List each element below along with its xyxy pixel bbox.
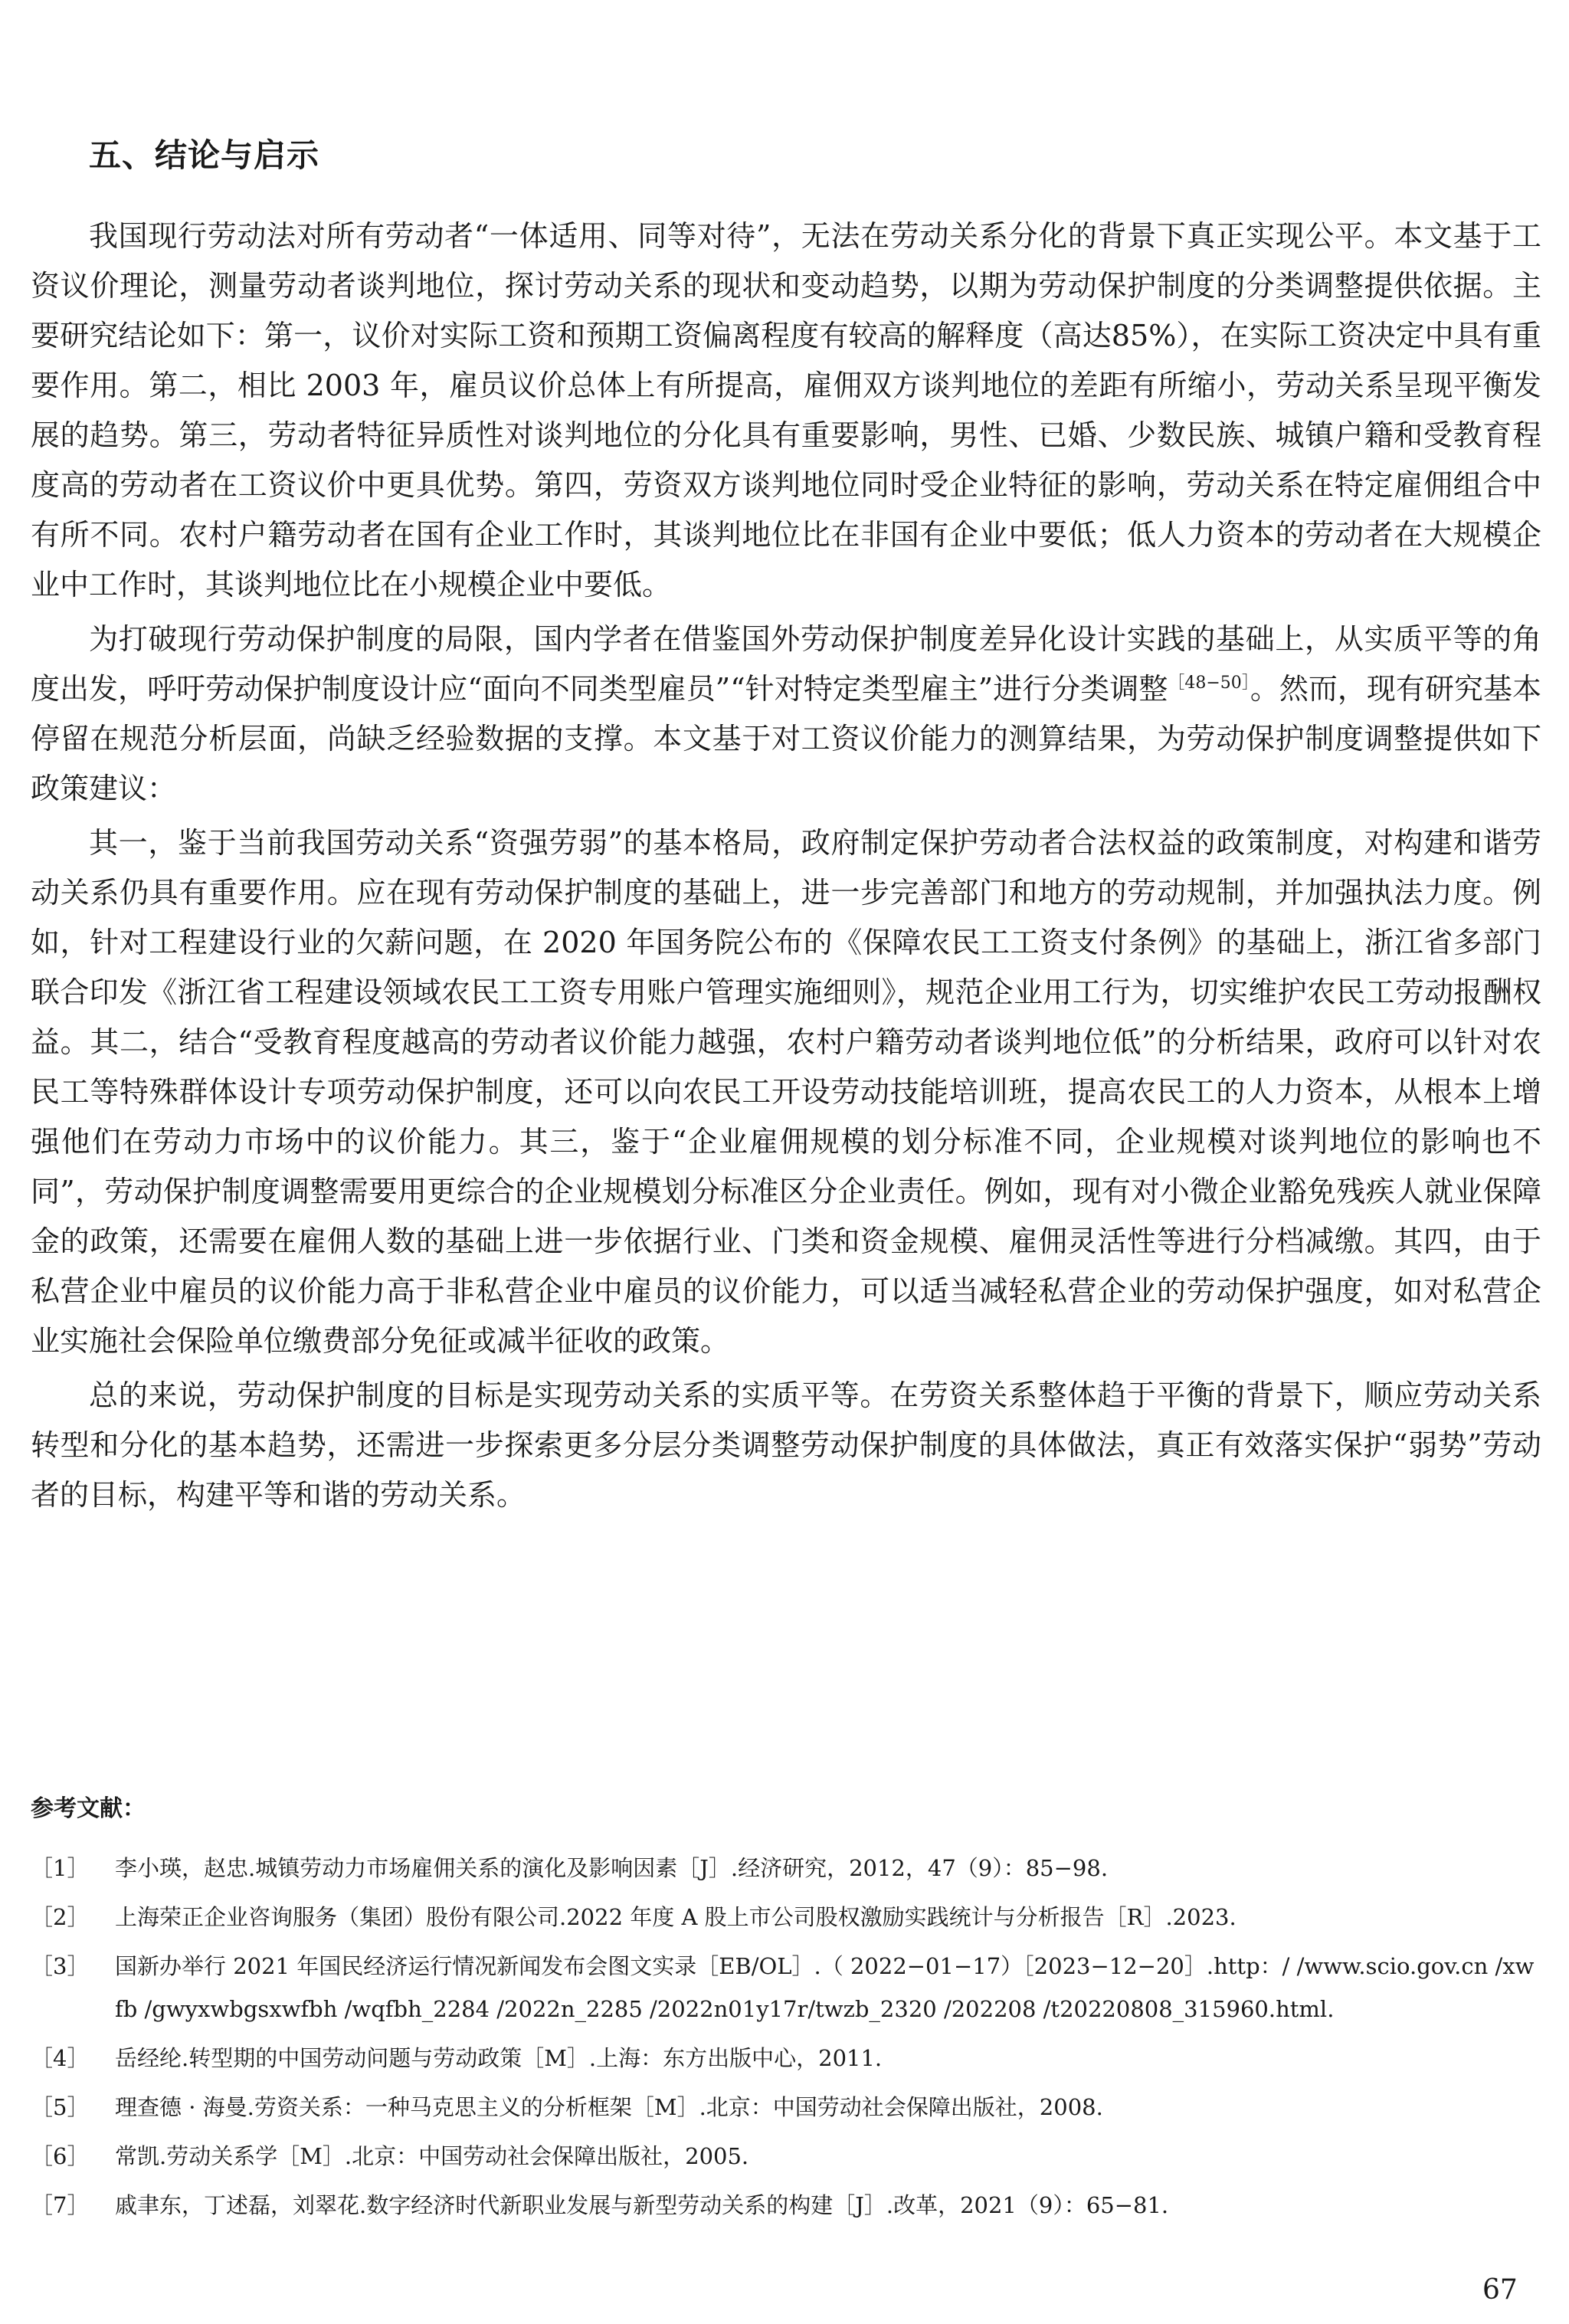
- reference-item: [31, 1945, 1541, 2031]
- reference-item: [31, 2184, 1541, 2227]
- body-text: [31, 211, 1541, 1525]
- reference-item: [31, 2135, 1541, 2178]
- reference-item: [31, 2086, 1541, 2129]
- reference-number: ［5］: [31, 2094, 90, 2120]
- paragraph-4: 总的来说，劳动保护制度的目标是实现劳动关系的实质平等。在劳资关系整体趋于平衡的背景下，顺应劳动关系转型和分化的基本趋势，还需进一步探索更多分层分类调整劳动保护制度的具体做法，真正有效落实保护“弱势”劳动者的目标，构建平等和谐的劳动关系。: [31, 1378, 1541, 1512]
- reference-number: ［3］: [31, 1953, 90, 1979]
- reference-text: 上海荣正企业咨询服务（集团）股份有限公司.2022 年度 A 股上市公司股权激励实践统计与分析报告［R］.2023.: [115, 1904, 1237, 1930]
- citation-48-50: ［48−50］: [1168, 674, 1250, 693]
- reference-text: 李小瑛，赵忠.城镇劳动力市场雇佣关系的演化及影响因素［J］.经济研究，2012，47（9）：85−98.: [115, 1855, 1109, 1881]
- reference-text: 岳经纶.转型期的中国劳动问题与劳动政策［M］.上海：东方出版中心，2011.: [115, 2045, 883, 2071]
- reference-text: 理查德 · 海曼.劳资关系：一种马克思主义的分析框架［M］.北京：中国劳动社会保障出版社，2008.: [115, 2094, 1103, 2120]
- paragraph-1: 我国现行劳动法对所有劳动者“一体适用、同等对待”，无法在劳动关系分化的背景下真正实现公平。本文基于工资议价理论，测量劳动者谈判地位，探讨劳动关系的现状和变动趋势，以期为劳动保护制度的分类调整提供依据。主要研究结论如下：第一，议价对实际工资和预期工资偏离程度有较高的解释度（高达85%），在实际工资决定中具有重要作用。第二，相比 2003 年，雇员议价总体上有所提高，雇佣双方谈判地位的差距有所缩小，劳动关系呈现平衡发展的趋势。第三，劳动者特征异质性对谈判地位的分化具有重要影响，男性、已婚、少数民族、城镇户籍和受教育程度高的劳动者在工资议价中更具优势。第四，劳资双方谈判地位同时受企业特征的影响，劳动关系在特定雇佣组合中有所不同。农村户籍劳动者在国有企业工作时，其谈判地位比在非国有企业中要低；低人力资本的劳动者在大规模企业中工作时，其谈判地位比在小规模企业中要低。: [31, 219, 1541, 601]
- reference-number: ［4］: [31, 2045, 90, 2071]
- reference-text: 常凯.劳动关系学［M］.北京：中国劳动社会保障出版社，2005.: [115, 2143, 749, 2169]
- reference-item: [31, 1847, 1541, 1890]
- paragraph-2: [31, 615, 1541, 814]
- references-list: [31, 1847, 1541, 2233]
- page-number: 67: [1482, 2274, 1518, 2306]
- reference-item: [31, 1896, 1541, 1939]
- section-title: 五、结论与启示: [89, 136, 320, 174]
- paragraph-2-text-after: 。然而，现有研究基本停留在规范分析层面，尚缺乏经验数据的支撑。本文基于对工资议价能力的测算结果，为劳动保护制度调整提供如下政策建议：: [31, 672, 1541, 805]
- paragraph-2-text-before: 为打破现行劳动保护制度的局限，国内学者在借鉴国外劳动保护制度差异化设计实践的基础上，从实质平等的角度出发，呼吁劳动保护制度设计应“面向不同类型雇员”“针对特定类型雇主”进行分类调整: [31, 622, 1541, 706]
- reference-text: 戚聿东，丁述磊，刘翠花.数字经济时代新职业发展与新型劳动关系的构建［J］.改革，2021（9）：65−81.: [115, 2192, 1169, 2218]
- reference-number: ［6］: [31, 2143, 90, 2169]
- references-title: 参考文献：: [31, 1795, 146, 1822]
- reference-number: ［7］: [31, 2192, 90, 2218]
- reference-number: ［1］: [31, 1855, 90, 1881]
- reference-number: ［2］: [31, 1904, 90, 1930]
- reference-item: [31, 2037, 1541, 2080]
- reference-text: 国新办举行 2021 年国民经济运行情况新闻发布会图文实录［EB/OL］.（ 2022−01−17）［2023−12−20］.http：/ /www.scio.gov.cn /xwfb /gwyxwbgsxwfbh /wqfbh_2284 /2022n_2285 /2022n01y17r/twzb_2320 /202208 /t20220808_315960.html.: [115, 1953, 1535, 2022]
- paragraph-3: 其一，鉴于当前我国劳动关系“资强劳弱”的基本格局，政府制定保护劳动者合法权益的政策制度，对构建和谐劳动关系仍具有重要作用。应在现有劳动保护制度的基础上，进一步完善部门和地方的劳动规制，并加强执法力度。例如，针对工程建设行业的欠薪问题，在 2020 年国务院公布的《保障农民工工资支付条例》的基础上，浙江省多部门联合印发《浙江省工程建设领域农民工工资专用账户管理实施细则》，规范企业用工行为，切实维护农民工劳动报酬权益。其二，结合“受教育程度越高的劳动者议价能力越强，农村户籍劳动者谈判地位低”的分析结果，政府可以针对农民工等特殊群体设计专项劳动保护制度，还可以向农民工开设劳动技能培训班，提高农民工的人力资本，从根本上增强他们在劳动力市场中的议价能力。其三，鉴于“企业雇佣规模的划分标准不同，企业规模对谈判地位的影响也不同”，劳动保护制度调整需要用更综合的企业规模划分标准区分企业责任。例如，现有对小微企业豁免残疾人就业保障金的政策，还需要在雇佣人数的基础上进一步依据行业、门类和资金规模、雇佣灵活性等进行分档减缴。其四，由于私营企业中雇员的议价能力高于非私营企业中雇员的议价能力，可以适当减轻私营企业的劳动保护强度，如对私营企业实施社会保险单位缴费部分免征或减半征收的政策。: [31, 826, 1541, 1358]
